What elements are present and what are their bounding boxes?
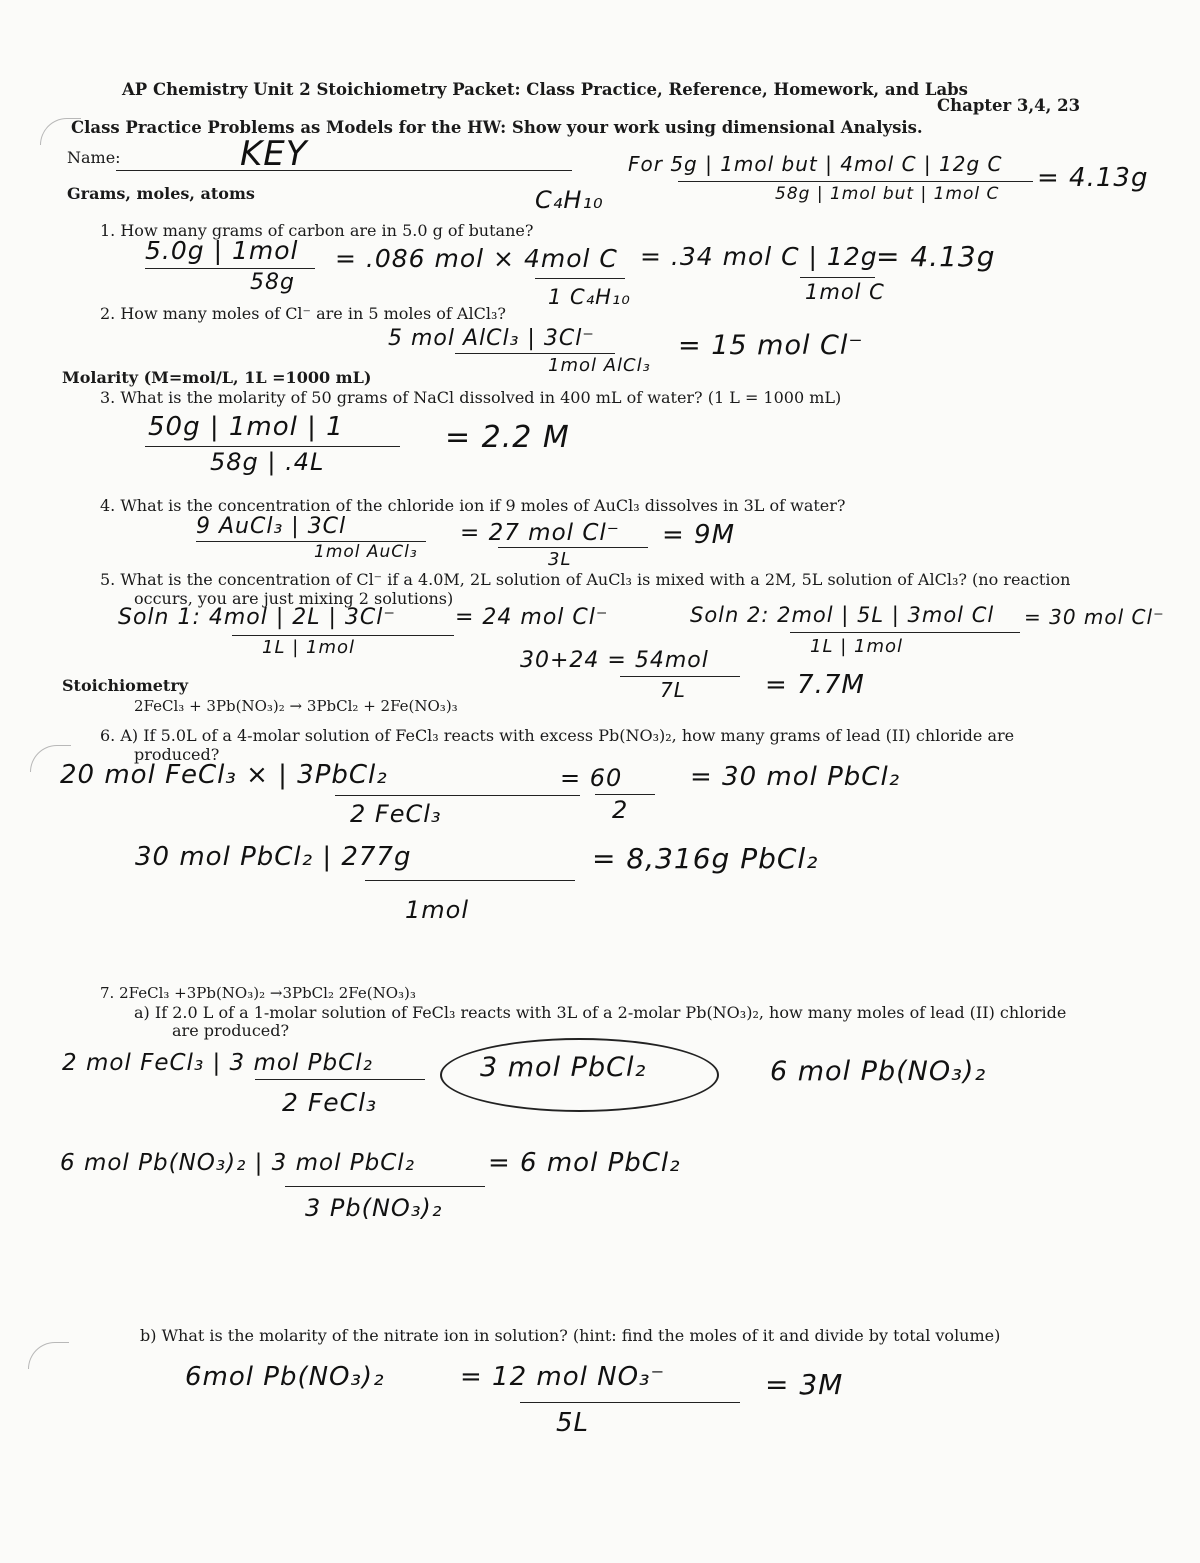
hw-q7-line-2-denominator: 3 Pb(NO₃)₂ [305, 1194, 443, 1222]
hw-q1-result: = 4.13g [876, 240, 996, 273]
name-value: KEY [240, 134, 308, 174]
stoichiometry-equation: 2FeCl₃ + 3Pb(NO₃)₂ → 3PbCl₂ + 2Fe(NO₃)₃ [134, 697, 458, 715]
hw-q5-solution-2-denominator: 1L | 1mol [810, 636, 903, 657]
hw-q6-fraction-denominator: 2 [612, 796, 629, 824]
hw-q4-fraction: = 27 mol Cl⁻ [460, 520, 620, 546]
hw-q4-denominator: 1mol AuCl₃ [314, 542, 418, 562]
punch-hole-mark [28, 1342, 69, 1369]
question-7b: b) What is the molarity of the nitrate ion in solution? (hint: find the moles of it and divide by total volume) [140, 1326, 1001, 1345]
page-subtitle: Class Practice Problems as Models for the HW: Show your work using dimensional Analysis. [71, 118, 923, 137]
page-title: AP Chemistry Unit 2 Stoichiometry Packet: Class Practice, Reference, Homework, and Labs [122, 80, 968, 99]
section-grams-moles-atoms: Grams, moles, atoms [67, 184, 255, 203]
hw-q5-solution-2: Soln 2: 2mol | 5L | 3mol Cl [690, 603, 995, 627]
hw-butane-formula: C₄H₁₀ [535, 186, 604, 214]
question-6-line-1: 6. A) If 5.0L of a 4-molar solution of FeCl₃ reacts with excess Pb(NO₃)₂, how many grams of lead (II) chloride are [100, 726, 1015, 745]
hw-q5-result: = 7.7M [765, 670, 865, 700]
section-molarity: Molarity (M=mol/L, 1L =1000 mL) [62, 368, 372, 387]
hw-q7-circled-answer: 3 mol PbCl₂ [480, 1052, 647, 1083]
hw-q6-moles-result: = 30 mol PbCl₂ [690, 762, 901, 792]
name-line [116, 170, 572, 171]
hw-q7-line-2: 6 mol Pb(NO₃)₂ | 3 mol PbCl₂ [60, 1150, 415, 1176]
hw-q5-solution-1-result: = 24 mol Cl⁻ [455, 605, 609, 630]
fraction-bar [365, 880, 575, 881]
hw-q4-result: = 9M [662, 520, 736, 550]
hw-q1-numerator: 5.0g | 1mol [145, 236, 299, 265]
question-3: 3. What is the molarity of 50 grams of NaCl dissolved in 400 mL of water? (1 L = 1000 mL) [100, 388, 842, 407]
question-2: 2. How many moles of Cl⁻ are in 5 moles of AlCl₃? [100, 304, 506, 323]
fraction-bar [620, 676, 740, 677]
hw-q1-intermediate-denominator: 1 C₄H₁₀ [548, 285, 631, 309]
fraction-bar [145, 446, 400, 447]
fraction-bar [595, 794, 655, 795]
hw-q7b-volume: 5L [556, 1408, 590, 1438]
hw-q7-line-2-result: = 6 mol PbCl₂ [488, 1148, 681, 1178]
hw-q1-intermediate-2: = .34 mol C | 12g [640, 242, 878, 271]
hw-q4-numerator: 9 AuCl₃ | 3Cl [196, 514, 347, 539]
hw-q5-solution-1: Soln 1: 4mol | 2L | 3Cl⁻ [118, 605, 397, 630]
hw-q5-total-moles: 30+24 = 54mol [520, 648, 709, 673]
hw-q2-result: = 15 mol Cl⁻ [678, 330, 864, 361]
hw-q4-fraction-denominator: 3L [548, 549, 572, 570]
hw-q1-denominator: 58g [250, 270, 295, 295]
hw-q6-line-1-denominator: 2 FeCl₃ [350, 800, 442, 828]
question-1: 1. How many grams of carbon are in 5.0 g of butane? [100, 221, 534, 240]
hw-q3-result: = 2.2 M [445, 420, 570, 455]
hw-q3-numerator: 50g | 1mol | 1 [148, 412, 344, 442]
hw-q1-intermediate: = .086 mol × 4mol C [335, 244, 618, 273]
hw-q5-solution-2-result: = 30 mol Cl⁻ [1024, 605, 1165, 629]
fraction-bar [790, 632, 1020, 633]
hw-q7-line-1: 2 mol FeCl₃ | 3 mol PbCl₂ [62, 1050, 373, 1076]
hw-q3-denominator: 58g | .4L [210, 448, 325, 476]
hw-q5-solution-1-denominator: 1L | 1mol [262, 637, 355, 658]
fraction-bar [535, 278, 625, 279]
fraction-bar [455, 353, 615, 354]
hw-q6-fraction: = 60 [560, 764, 623, 792]
fraction-bar [335, 795, 580, 796]
question-7-equation: 7. 2FeCl₃ +3Pb(NO₃)₂ →3PbCl₂ 2Fe(NO₃)₃ [100, 984, 416, 1002]
hw-q7b-nitrate-moles: = 12 mol NO₃⁻ [460, 1362, 666, 1392]
hw-q1-alt-numerator: For 5g | 1mol but | 4mol C | 12g C [628, 152, 1003, 176]
hw-q5-total-volume: 7L [660, 678, 686, 702]
hw-q2-numerator: 5 mol AlCl₃ | 3Cl⁻ [388, 326, 595, 351]
question-7a-line-1: a) If 2.0 L of a 1-molar solution of FeCl₃ reacts with 3L of a 2-molar Pb(NO₃)₂, how many moles of lead (II) chloride [134, 1003, 1067, 1022]
question-5-line-2: occurs, you are just mixing 2 solutions) [134, 589, 454, 608]
hw-q6-line-2: 30 mol PbCl₂ | 277g [135, 842, 412, 872]
hw-q7-line-1-denominator: 2 FeCl₃ [282, 1088, 378, 1117]
hw-q1-alt-denominator: 58g | 1mol but | 1mol C [775, 184, 1000, 204]
hw-q7-side-note: 6 mol Pb(NO₃)₂ [770, 1056, 987, 1087]
fraction-bar [498, 547, 648, 548]
fraction-bar [678, 181, 1033, 182]
question-4: 4. What is the concentration of the chloride ion if 9 moles of AuCl₃ dissolves in 3L of water? [100, 496, 846, 515]
hw-q7b-result: = 3M [765, 1368, 844, 1401]
question-6-line-2: produced? [134, 745, 220, 764]
chapter-label: Chapter 3,4, 23 [937, 96, 1081, 115]
name-label: Name: [67, 148, 121, 167]
fraction-bar [145, 268, 315, 269]
question-7a-line-2: are produced? [172, 1021, 290, 1040]
hw-q1-alt-result: = 4.13g [1037, 163, 1149, 193]
hw-q6-result: = 8,316g PbCl₂ [592, 842, 819, 875]
fraction-bar [520, 1402, 740, 1403]
section-stoichiometry: Stoichiometry [62, 676, 189, 695]
hw-q7b-numerator: 6mol Pb(NO₃)₂ [185, 1362, 385, 1392]
fraction-bar [285, 1186, 485, 1187]
fraction-bar [232, 635, 454, 636]
fraction-bar [255, 1079, 425, 1080]
hw-q2-denominator: 1mol AlCl₃ [548, 355, 651, 376]
question-5-line-1: 5. What is the concentration of Cl⁻ if a 4.0M, 2L solution of AuCl₃ is mixed with a 2M, 5L solution of AlCl₃? (no reaction [100, 570, 1071, 589]
hw-q6-line-1: 20 mol FeCl₃ × | 3PbCl₂ [60, 760, 388, 790]
hw-q1-intermediate-2-denominator: 1mol C [805, 280, 885, 304]
hw-q6-line-2-denominator: 1mol [405, 896, 469, 924]
fraction-bar [800, 277, 875, 278]
